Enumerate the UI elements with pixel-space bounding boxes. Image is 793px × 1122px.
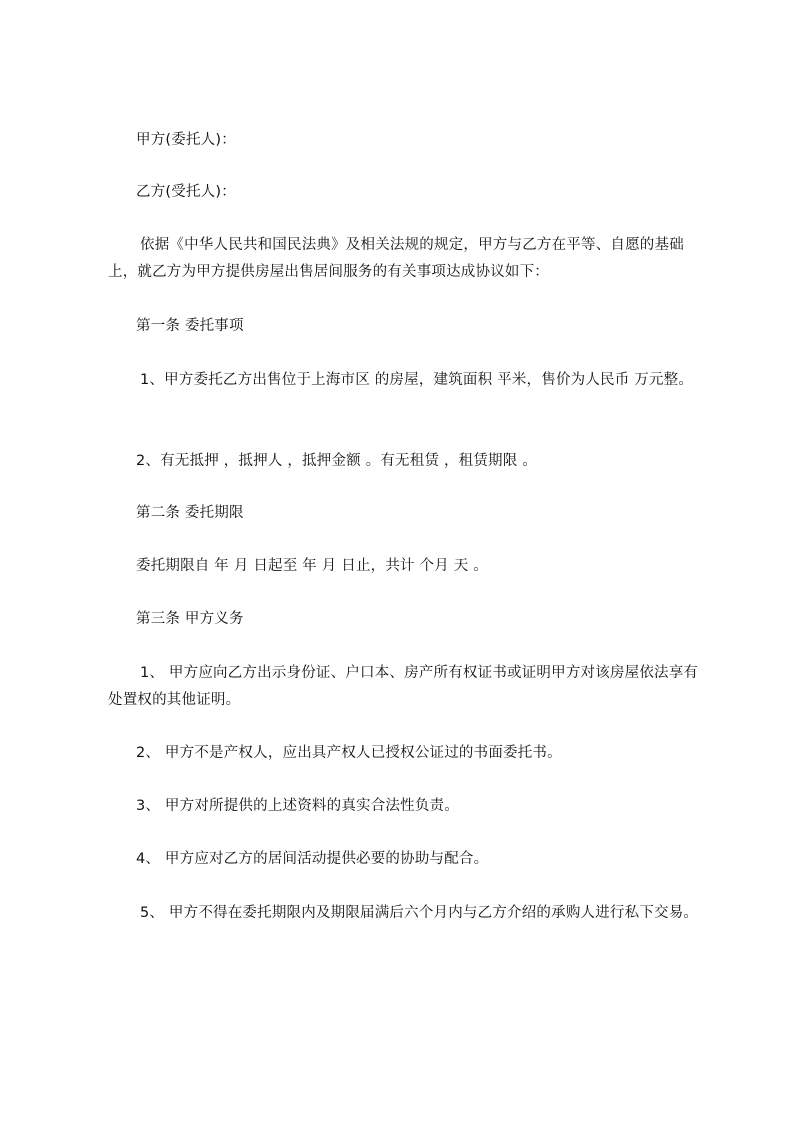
article-3-title: 第三条 甲方义务 [136, 611, 244, 627]
party-a-line: 甲方(委托人)： [136, 132, 236, 148]
article-2-body: 委托期限自 年 月 日起至 年 月 日止，共计 个月 天 。 [136, 558, 488, 574]
article-1-item-2: 2、有无抵押 ，抵押人 ，抵押金额 。有无租赁 ，租赁期限 。 [136, 453, 537, 469]
preamble-paragraph: 依据《中华人民共和国民法典》及相关法规的规定，甲方与乙方在平等、自愿的基础上，就乙方为甲方提供房屋出售居间服务的有关事项达成协议如下： [108, 237, 684, 280]
article-2-title: 第二条 委托期限 [136, 505, 244, 521]
article-3-item-3: 3、 甲方对所提供的上述资料的真实合法性负责。 [136, 798, 459, 814]
article-3-item-5: 5、 甲方不得在委托期限内及期限届满后六个月内与乙方介绍的承购人进行私下交易。 [140, 905, 699, 921]
article-3-item-1: 1、 甲方应向乙方出示身份证、户口本、房产所有权证书或证明甲方对该房屋依法享有处置权的其他证明。 [108, 665, 699, 708]
article-1-title: 第一条 委托事项 [136, 318, 244, 334]
article-3-item-4: 4、 甲方应对乙方的居间活动提供必要的协助与配合。 [136, 851, 489, 867]
article-1-item-1: 1、甲方委托乙方出售位于上海市区 的房屋，建筑面积 平米，售价为人民币 万元整。 [140, 372, 694, 388]
article-3-item-2: 2、 甲方不是产权人，应出具产权人已授权公证过的书面委托书。 [136, 745, 562, 761]
party-b-line: 乙方(受托人)： [136, 184, 236, 200]
